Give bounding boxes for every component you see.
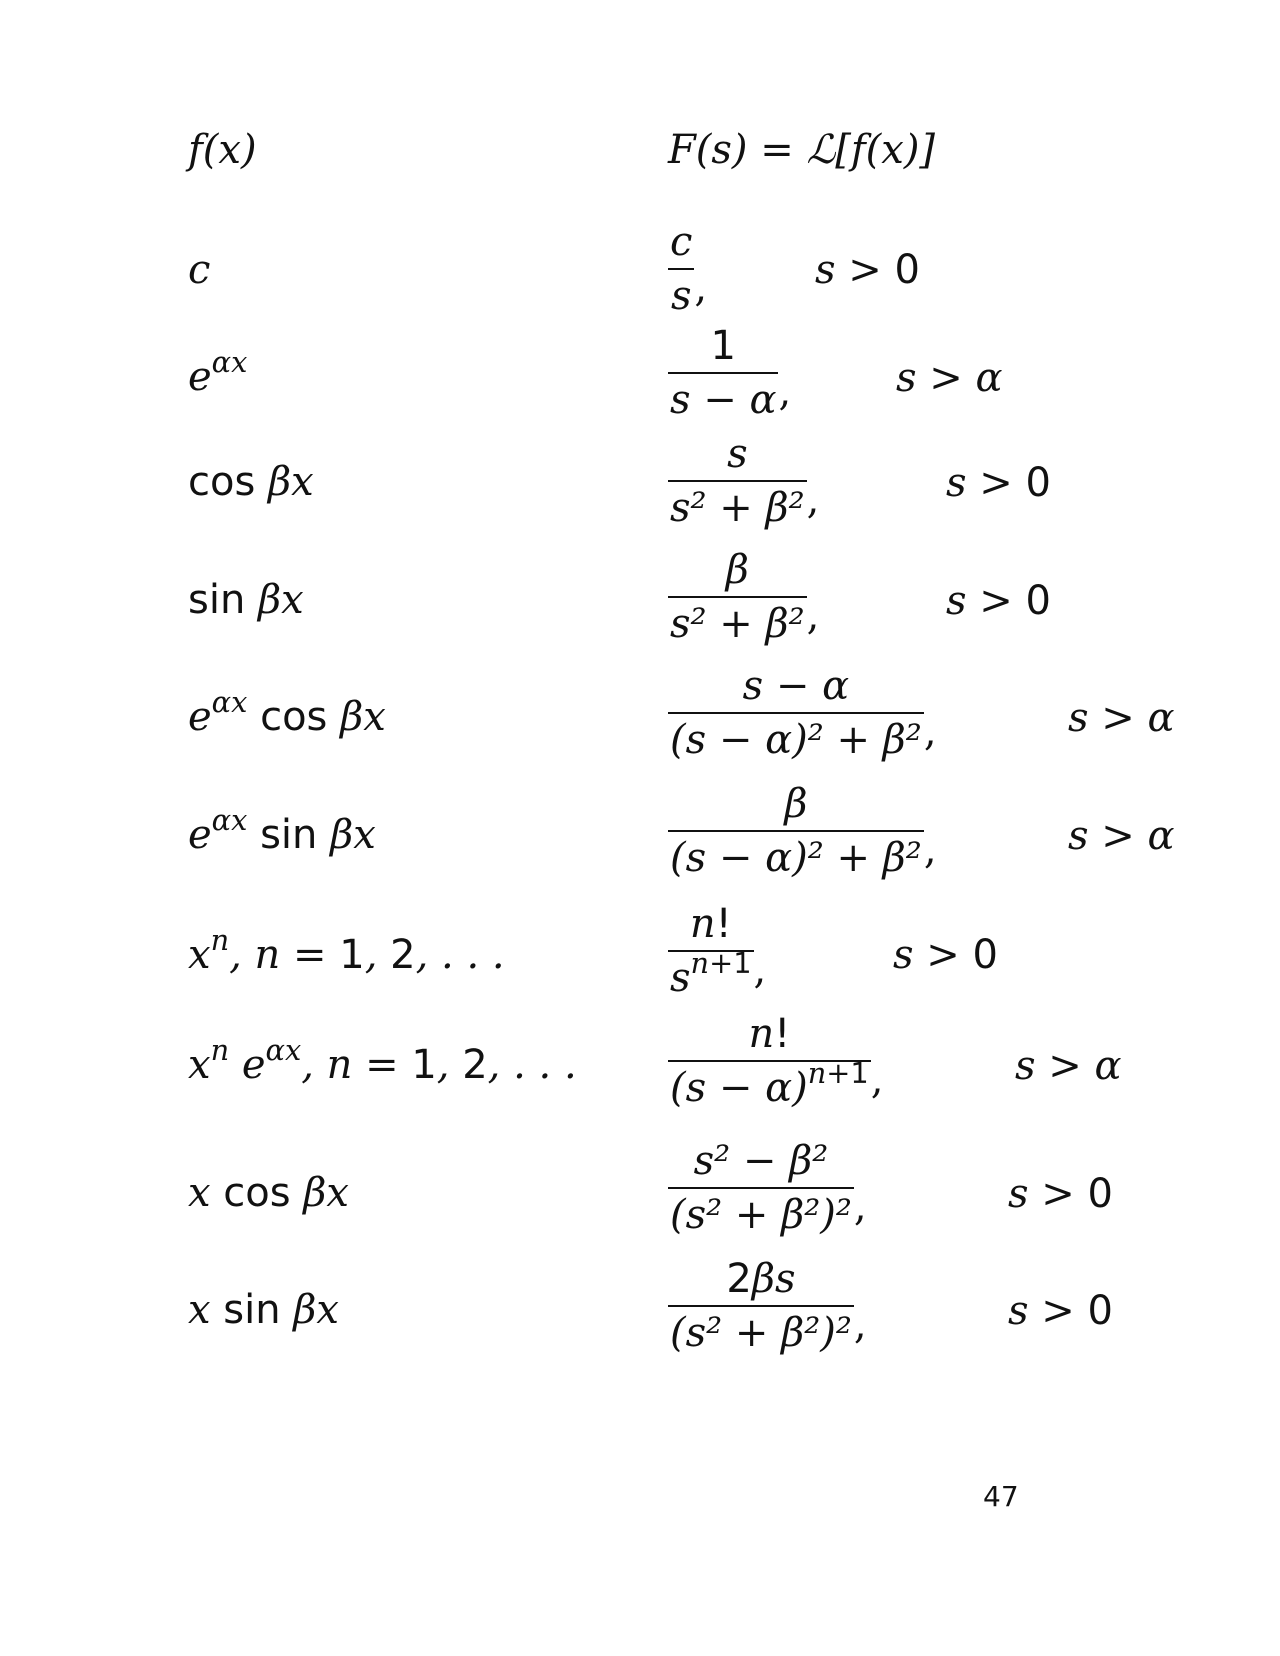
row-8-transform: $\frac{\text{s² − β²}}{\text{(s² + β²)²}}$ , bbox=[670, 1138, 867, 1238]
row-8-function: x cos βx bbox=[188, 1170, 349, 1216]
row-5-transform: $\frac{\beta}{\text{(s − α)² + β²}}$ , bbox=[670, 781, 937, 881]
row-2-function: cos βx bbox=[188, 459, 314, 505]
row-4-transform: $\frac{s - \alpha}{\text{(s − α)² + β²}}$ , bbox=[670, 663, 937, 763]
numerator: 1 bbox=[710, 323, 736, 369]
row-9-transform: $\frac{2\beta s}{\text{(s² + β²)²}}$ , bbox=[670, 1256, 867, 1356]
row-6-condition: s > 0 bbox=[893, 932, 998, 978]
denominator: $s^{n+1}$ bbox=[670, 946, 752, 1001]
numerator: s bbox=[727, 431, 748, 477]
row-3-condition: s > 0 bbox=[946, 578, 1051, 624]
fraction bbox=[668, 547, 807, 647]
fraction bbox=[668, 1138, 854, 1238]
numerator: n! bbox=[689, 901, 732, 947]
row-0-condition: s > 0 bbox=[815, 247, 920, 293]
row-6-transform: $\frac{n!}{s^{n+1}}$ , bbox=[670, 901, 767, 1001]
row-2-transform: $\frac{s}{\text{s² + β²}}$ , bbox=[670, 431, 820, 531]
numerator: 2βs bbox=[726, 1256, 796, 1302]
page-number: 47 bbox=[983, 1480, 1019, 1513]
denominator: (s − α)² + β² bbox=[670, 835, 922, 881]
fraction bbox=[668, 1011, 871, 1111]
denominator: (s² + β²)² bbox=[670, 1192, 852, 1238]
row-3-transform: $\frac{\beta}{\text{s² + β²}}$ , bbox=[670, 547, 820, 647]
row-0-transform: $\frac{c}{s}$ , bbox=[670, 219, 708, 319]
numerator: n! bbox=[748, 1011, 791, 1057]
denominator: $(s - \alpha)^{n+1}$ bbox=[670, 1056, 869, 1111]
row-7-condition: s > α bbox=[1015, 1043, 1122, 1089]
row-7-function: $x^n$ $e^{\alpha x}$, n = 1, 2, . . . bbox=[188, 1033, 577, 1088]
row-1-function: $e^{\alpha x}$ bbox=[188, 345, 248, 400]
fraction bbox=[668, 781, 924, 881]
row-5-function: $e^{\alpha x}$ sin βx bbox=[188, 803, 376, 858]
numerator: β bbox=[725, 547, 749, 593]
fraction bbox=[668, 901, 754, 1001]
row-7-transform: $\frac{n!}{(s - \alpha)^{n+1}}$ , bbox=[670, 1011, 884, 1111]
numerator: c bbox=[670, 219, 693, 265]
row-4-condition: s > α bbox=[1068, 695, 1175, 741]
denominator: s − α bbox=[670, 377, 777, 423]
row-9-condition: s > 0 bbox=[1008, 1288, 1113, 1334]
header-right-laplace-transform: F(s) = ℒ[f(x)] bbox=[668, 127, 936, 173]
row-1-transform: $\frac{1}{s - \alpha}$ , bbox=[670, 323, 792, 423]
fraction bbox=[668, 1256, 854, 1356]
row-2-condition: s > 0 bbox=[946, 460, 1051, 506]
denominator: (s − α)² + β² bbox=[670, 717, 922, 763]
fraction bbox=[668, 663, 924, 763]
row-0-function: c bbox=[188, 247, 211, 293]
row-8-condition: s > 0 bbox=[1008, 1171, 1113, 1217]
header-left-f-of-x: f(x) bbox=[188, 127, 257, 173]
denominator: s bbox=[670, 273, 692, 319]
numerator: s − α bbox=[742, 663, 850, 709]
denominator: s² + β² bbox=[670, 601, 805, 647]
row-6-function: $x^n$, n = 1, 2, . . . bbox=[188, 923, 505, 978]
denominator: (s² + β²)² bbox=[670, 1310, 852, 1356]
row-5-condition: s > α bbox=[1068, 813, 1175, 859]
numerator: β bbox=[784, 781, 808, 827]
row-3-function: sin βx bbox=[188, 577, 304, 623]
row-9-function: x sin βx bbox=[188, 1287, 339, 1333]
numerator: s² − β² bbox=[693, 1138, 829, 1184]
row-1-condition: s > α bbox=[896, 355, 1003, 401]
row-4-function: $e^{\alpha x}$ cos βx bbox=[188, 685, 386, 740]
fraction bbox=[668, 323, 778, 423]
fraction bbox=[668, 219, 694, 319]
fraction bbox=[668, 431, 807, 531]
denominator: s² + β² bbox=[670, 485, 805, 531]
